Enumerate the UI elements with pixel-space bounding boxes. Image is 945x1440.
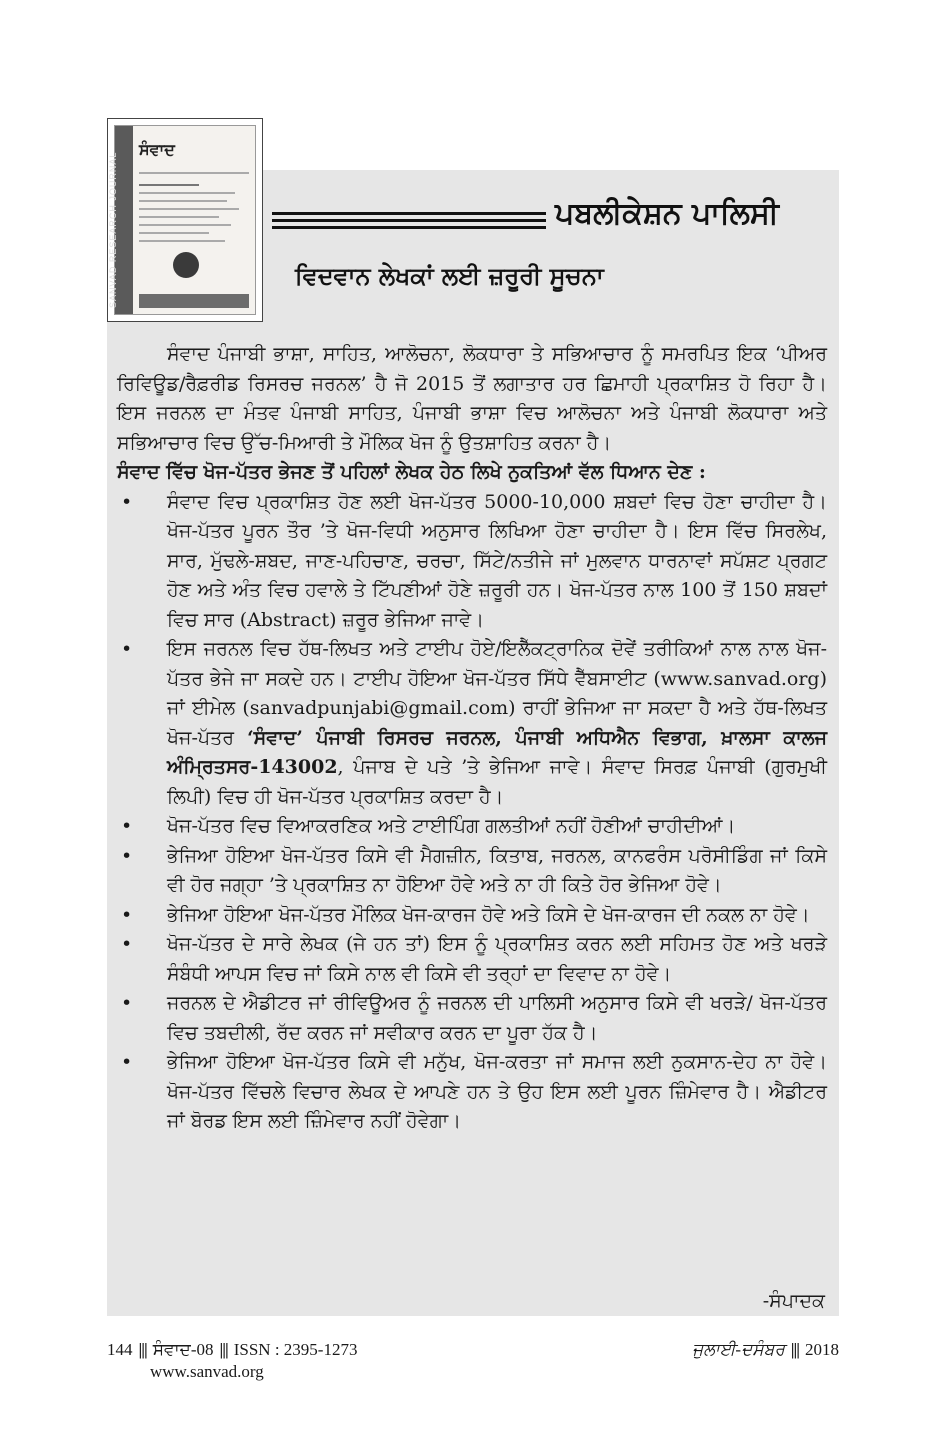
point-text: ਜਰਨਲ ਦੇ ਐਡੀਟਰ ਜਾਂ ਰੀਵਿਊਅਰ ਨੂੰ ਜਰਨਲ ਦੀ ਪਾਲਿਸੀ ਅਨੁਸਾਰ ਕਿਸੇ ਵੀ ਖਰੜੇ/ ਖੋਜ-ਪੱਤਰ ਵਿਚ ਤਬਦੀਲੀ, ਰੱਦ ਕਰਨ ਜਾਂ ਸਵੀਕਾਰ ਕਰਨ ਦਾ ਪੂਰਾ ਹੱਕ ਹੈ। <box>167 992 827 1044</box>
separator-icon: ||| <box>790 1340 799 1359</box>
bullet-icon: • <box>121 992 133 1014</box>
point-text: ਇਸ ਜਰਨਲ ਵਿਚ ਹੱਥ-ਲਿਖਤ ਅਤੇ ਟਾਈਪ ਹੋਏ/ਇਲੈੱਕਟ੍ਰਾਨਿਕ ਦੋਵੇਂ ਤਰੀਕਿਆਂ ਨਾਲ ਨਾਲ ਖੋਜ-ਪੱਤਰ ਭੇਜੇ ਜਾ ਸਕਦੇ ਹਨ। ਟਾਈਪ ਹੋਇਆ ਖੋਜ-ਪੱਤਰ ਸਿੱਧੇ ਵੈੱਬਸਾਈਟ (www.sanvad.org) ਜਾਂ ਈਮੇਲ (sanvadpunjabi@gmail.com) ਰਾਹੀਂ ਭੇਜਿਆ ਜਾ ਸਕਦਾ ਹੈ ਅਤੇ ਹੱਥ-ਲਿਖਤ ਖੋਜ-ਪੱਤਰ <box>167 638 827 749</box>
point-text: , ਪੰਜਾਬ ਦੇ ਪਤੇ ’ਤੇ ਭੇਜਿਆ ਜਾਵੇ। ਸੰਵਾਦ ਸਿਰਫ਼ ਪੰਜਾਬੀ (ਗੁਰਮੁਖੀ ਲਿਪੀ) ਵਿਚ ਹੀ ਖੋਜ-ਪੱਤਰ ਪ੍ਰਕਾਸ਼ਿਤ ਕਰਦਾ ਹੈ। <box>167 756 827 808</box>
cover-text-line <box>139 240 225 242</box>
cover-text-line <box>139 192 235 194</box>
list-item <box>117 812 827 842</box>
bullet-icon: • <box>121 844 133 867</box>
header-rule <box>272 212 546 215</box>
cover-text-line <box>139 232 209 234</box>
cover-text-line <box>139 200 227 202</box>
point-text: ਸੰਵਾਦ ਵਿਚ ਪ੍ਰਕਾਸ਼ਿਤ ਹੋਣ ਲਈ ਖੋਜ-ਪੱਤਰ 5000-10,000 ਸ਼ਬਦਾਂ ਵਿਚ ਹੋਣਾ ਚਾਹੀਦਾ ਹੈ। ਖੋਜ-ਪੱਤਰ ਪੂਰਨ ਤੌਰ ’ਤੇ ਖੋਜ-ਵਿਧੀ ਅਨੁਸਾਰ ਲਿਖਿਆ ਹੋਣਾ ਚਾਹੀਦਾ ਹੈ। ਇਸ ਵਿੱਚ ਸਿਰਲੇਖ, ਸਾਰ, ਮੁੱਢਲੇ-ਸ਼ਬਦ, ਜਾਣ-ਪਹਿਚਾਣ, ਚਰਚਾ, ਸਿੱਟੇ/ਨਤੀਜੇ ਜਾਂ ਮੁਲਵਾਨ ਧਾਰਨਾਵਾਂ ਸਪੱਸ਼ਟ ਪ੍ਰਗਟ ਹੋਣ ਅਤੇ ਅੰਤ ਵਿਚ ਹਵਾਲੇ ਤੇ ਟਿੱਪਣੀਆਂ ਹੋਣੇ ਜ਼ਰੂਰੀ ਹਨ। ਖੋਜ-ਪੱਤਰ ਨਾਲ 100 ਤੋਂ 150 ਸ਼ਬਦਾਂ ਵਿਚ ਸਾਰ (Abstract) ਜ਼ਰੂਰ ਭੇਜਿਆ ਜਾਵੇ। <box>167 490 827 631</box>
cover-spine-text: SANVAD RESEARCH JOURNAL <box>108 151 118 308</box>
issn: ISSN : 2395-1273 <box>233 1340 358 1359</box>
point-text: ਖੋਜ-ਪੱਤਰ ਵਿਚ ਵਿਆਕਰਣਿਕ ਅਤੇ ਟਾਈਪਿੰਗ ਗਲਤੀਆਂ ਨਹੀਂ ਹੋਣੀਆਂ ਚਾਹੀਦੀਆਂ। <box>167 815 736 837</box>
list-item <box>117 930 827 989</box>
bullet-icon: • <box>121 1051 133 1073</box>
bullet-icon: • <box>121 490 133 513</box>
list-item <box>117 989 827 1048</box>
policy-body <box>117 340 827 1137</box>
bullet-icon: • <box>121 815 133 837</box>
cover-title: ਸੰਵਾਦ <box>139 140 175 159</box>
separator-icon: ||| <box>219 1340 228 1359</box>
policy-points <box>117 488 827 1137</box>
list-item <box>117 635 827 812</box>
point-text: ਖੋਜ-ਪੱਤਰ ਦੇ ਸਾਰੇ ਲੇਖਕ (ਜੇ ਹਨ ਤਾਂ) ਇਸ ਨੂੰ ਪ੍ਰਕਾਸ਼ਿਤ ਕਰਨ ਲਈ ਸਹਿਮਤ ਹੋਣ ਅਤੇ ਖਰੜੇ ਸੰਬੰਧੀ ਆਪਸ ਵਿਚ ਜਾਂ ਕਿਸੇ ਨਾਲ ਵੀ ਕਿਸੇ ਵੀ ਤਰ੍ਹਾਂ ਦਾ ਵਿਵਾਦ ਨਾ ਹੋਵੇ। <box>167 933 827 985</box>
footer-left <box>107 1340 357 1360</box>
cover-text-line <box>139 208 239 210</box>
header-rule <box>272 226 546 229</box>
issue-year: 2018 <box>805 1340 839 1359</box>
page-subtitle: ਵਿਦਵਾਨ ਲੇਖਕਾਂ ਲਈ ਜ਼ਰੂਰੀ ਸੂਚਨਾ <box>295 262 604 290</box>
lead-heading: ਸੰਵਾਦ ਵਿੱਚ ਖੋਜ-ਪੱਤਰ ਭੇਜਣ ਤੋਂ ਪਹਿਲਾਂ ਲੇਖਕ ਹੇਠ ਲਿਖੇ ਨੁਕਤਿਆਂ ਵੱਲ ਧਿਆਨ ਦੇਣ : <box>117 461 706 483</box>
list-item <box>117 901 827 931</box>
bullet-icon: • <box>121 933 133 955</box>
cover-footer-band <box>139 294 249 308</box>
cover-divider <box>139 172 249 174</box>
point-text: ਭੇਜਿਆ ਹੋਇਆ ਖੋਜ-ਪੱਤਰ ਮੌਲਿਕ ਖੋਜ-ਕਾਰਜ ਹੋਵੇ ਅਤੇ ਕਿਸੇ ਦੇ ਖੋਜ-ਕਾਰਜ ਦੀ ਨਕਲ ਨਾ ਹੋਵੇ। <box>167 903 810 926</box>
cover-text-line <box>139 224 231 226</box>
point-text: ਭੇਜਿਆ ਹੋਇਆ ਖੋਜ-ਪੱਤਰ ਕਿਸੇ ਵੀ ਮੈਗਜ਼ੀਨ, ਕਿਤਾਬ, ਜਰਨਲ, ਕਾਨਫਰੰਸ ਪਰੋਸੀਡਿੰਗ ਜਾਂ ਕਿਸੇ ਵੀ ਹੋਰ ਜਗ੍ਹਾ ’ਤੇ ਪ੍ਰਕਾਸ਼ਿਤ ਨਾ ਹੋਇਆ ਹੋਵੇ ਅਤੇ ਨਾ ਹੀ ਕਿਤੇ ਹੋਰ ਭੇਜਿਆ ਹੋਵੇ। <box>167 844 827 896</box>
separator-icon: ||| <box>138 1340 147 1359</box>
journal-issue: ਸੰਵਾਦ-08 <box>152 1340 214 1359</box>
bullet-icon: • <box>121 638 133 660</box>
cover-seal <box>173 252 199 278</box>
page-title: ਪਬਲੀਕੇਸ਼ਨ ਪਾਲਿਸੀ <box>555 196 779 231</box>
editor-signature: -ਸੰਪਾਦਕ <box>762 1290 825 1312</box>
journal-cover-image <box>107 118 263 322</box>
point-text: ਭੇਜਿਆ ਹੋਇਆ ਖੋਜ-ਪੱਤਰ ਕਿਸੇ ਵੀ ਮਨੁੱਖ, ਖੋਜ-ਕਰਤਾ ਜਾਂ ਸਮਾਜ ਲਈ ਨੁਕਸਾਨ-ਦੇਹ ਨਾ ਹੋਵੇ। ਖੋਜ-ਪੱਤਰ ਵਿੱਚਲੇ ਵਿਚਾਰ ਲੇਖਕ ਦੇ ਆਪਣੇ ਹਨ ਤੇ ਉਹ ਇਸ ਲਈ ਪੂਰਨ ਜ਼ਿੰਮੇਵਾਰ ਹੈ। ਐਡੀਟਰ ਜਾਂ ਬੋਰਡ ਇਸ ਲਈ ਜ਼ਿੰਮੇਵਾਰ ਨਹੀਂ ਹੋਵੇਗਾ। <box>167 1051 827 1132</box>
footer-right <box>692 1340 839 1360</box>
cover-text-line <box>139 216 219 218</box>
list-item <box>117 842 827 901</box>
page-number: 144 <box>107 1340 133 1359</box>
bullet-icon: • <box>121 903 133 926</box>
intro-paragraph: ਸੰਵਾਦ ਪੰਜਾਬੀ ਭਾਸ਼ਾ, ਸਾਹਿਤ, ਆਲੋਚਨਾ, ਲੋਕਧਾਰਾ ਤੇ ਸਭਿਆਚਾਰ ਨੂੰ ਸਮਰਪਿਤ ਇਕ ‘ਪੀਅਰ ਰਿਵਿਊਡ/ਰੈਫ਼ਰੀਡ ਰਿਸਰਚ ਜਰਨਲ’ ਹੈ ਜੋ 2015 ਤੋਂ ਲਗਾਤਾਰ ਹਰ ਛਿਮਾਹੀ ਪ੍ਰਕਾਸ਼ਿਤ ਹੋ ਰਿਹਾ ਹੈ। ਇਸ ਜਰਨਲ ਦਾ ਮੰਤਵ ਪੰਜਾਬੀ ਸਾਹਿਤ, ਪੰਜਾਬੀ ਭਾਸ਼ਾ ਵਿਚ ਆਲੋਚਨਾ ਅਤੇ ਪੰਜਾਬੀ ਲੋਕਧਾਰਾ ਅਤੇ ਸਭਿਆਚਾਰ ਵਿਚ ਉੱਚ-ਮਿਆਰੀ ਤੇ ਮੌਲਿਕ ਖੋਜ ਨੂੰ ਉਤਸ਼ਾਹਿਤ ਕਰਨਾ ਹੈ। <box>117 343 827 454</box>
list-item <box>117 488 827 636</box>
cover-text-line <box>139 184 199 186</box>
cover-spine <box>108 126 133 314</box>
header-rule <box>272 219 546 222</box>
issue-period: ਜੁਲਾਈ-ਦਸੰਬਰ <box>692 1340 785 1359</box>
footer-website: www.sanvad.org <box>150 1362 264 1381</box>
postal-address: ‘ਸੰਵਾਦ’ ਪੰਜਾਬੀ ਰਿਸਰਚ ਜਰਨਲ, ਪੰਜਾਬੀ ਅਧਿਐਨ ਵਿਭਾਗ, ਖ਼ਾਲਸਾ ਕਾਲਜ ਅੰਮ੍ਰਿਤਸਰ-143002 <box>167 726 827 778</box>
cover-art <box>108 125 256 315</box>
list-item <box>117 1048 827 1137</box>
